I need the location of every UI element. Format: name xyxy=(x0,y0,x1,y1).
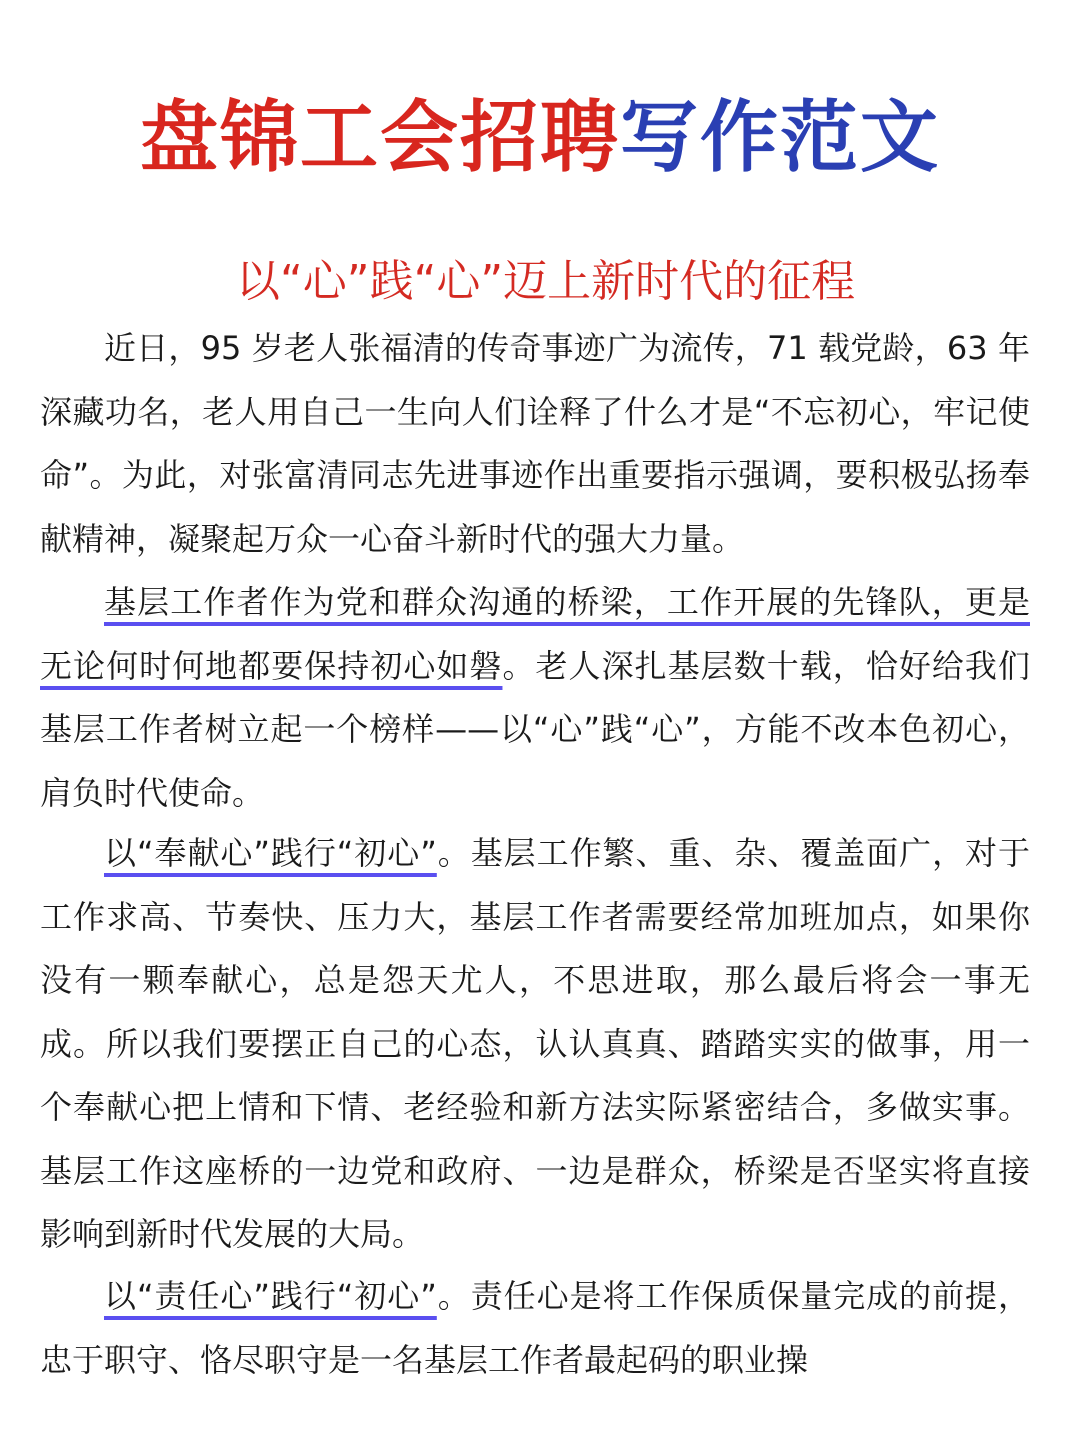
page-title xyxy=(0,88,1080,188)
paragraph-4-rest: 。责任心是将工作保质保量完成的前提，忠于职守、恪尽职守是一名基层工作者最起码的职业操 xyxy=(40,1277,1030,1379)
underlined-heading-responsibility: 以“责任心”践行“初心” xyxy=(104,1277,437,1315)
paragraph-3-text xyxy=(40,822,1030,1267)
title-blue-part: 写作范文 xyxy=(620,92,941,183)
underlined-phrase: 基层工作者作为党和群众沟通的桥梁，工作开展的先锋队，更是无论何时何地都要保持初心如磐 xyxy=(40,583,1030,685)
title-red-part: 盘锦工会招聘 xyxy=(139,92,620,183)
underlined-heading-devotion: 以“奉献心”践行“初心” xyxy=(104,834,437,872)
paragraph-1 xyxy=(40,317,1030,571)
article-subtitle: 以“心”践“心”迈上新时代的征程 xyxy=(236,256,856,307)
paragraph-1-text: 近日，95 岁老人张福清的传奇事迹广为流传，71 载党龄，63 年深藏功名，老人用自己一生向人们诠释了什么才是“不忘初心，牢记使命”。为此，对张富清同志先进事迹作出重要指示强调，要积极弘扬奉献精神，凝聚起万众一心奋斗新时代的强大力量。 xyxy=(40,329,1030,558)
paragraph-4 xyxy=(40,1265,1030,1392)
paragraph-3 xyxy=(40,822,1030,1267)
paragraph-4-text xyxy=(40,1265,1030,1392)
paragraph-2 xyxy=(40,571,1030,825)
paragraph-2-text xyxy=(40,571,1030,825)
paragraph-3-rest: 。基层工作繁、重、杂、覆盖面广，对于工作求高、节奏快、压力大，基层工作者需要经常加班加点，如果你没有一颗奉献心，总是怨天尤人，不思进取，那么最后将会一事无成。所以我们要摆正自己的心态，认认真真、踏踏实实的做事，用一个奉献心把上情和下情、老经验和新方法实际紧密结合，多做实事。基层工作这座桥的一边党和政府、一边是群众，桥梁是否坚实将直接影响到新时代发展的大局。 xyxy=(40,834,1030,1253)
paragraph-2-rest: 。老人深扎基层数十载，恰好给我们基层工作者树立起一个榜样——以“心”践“心”，方能不改本色初心，肩负时代使命。 xyxy=(40,646,1030,812)
